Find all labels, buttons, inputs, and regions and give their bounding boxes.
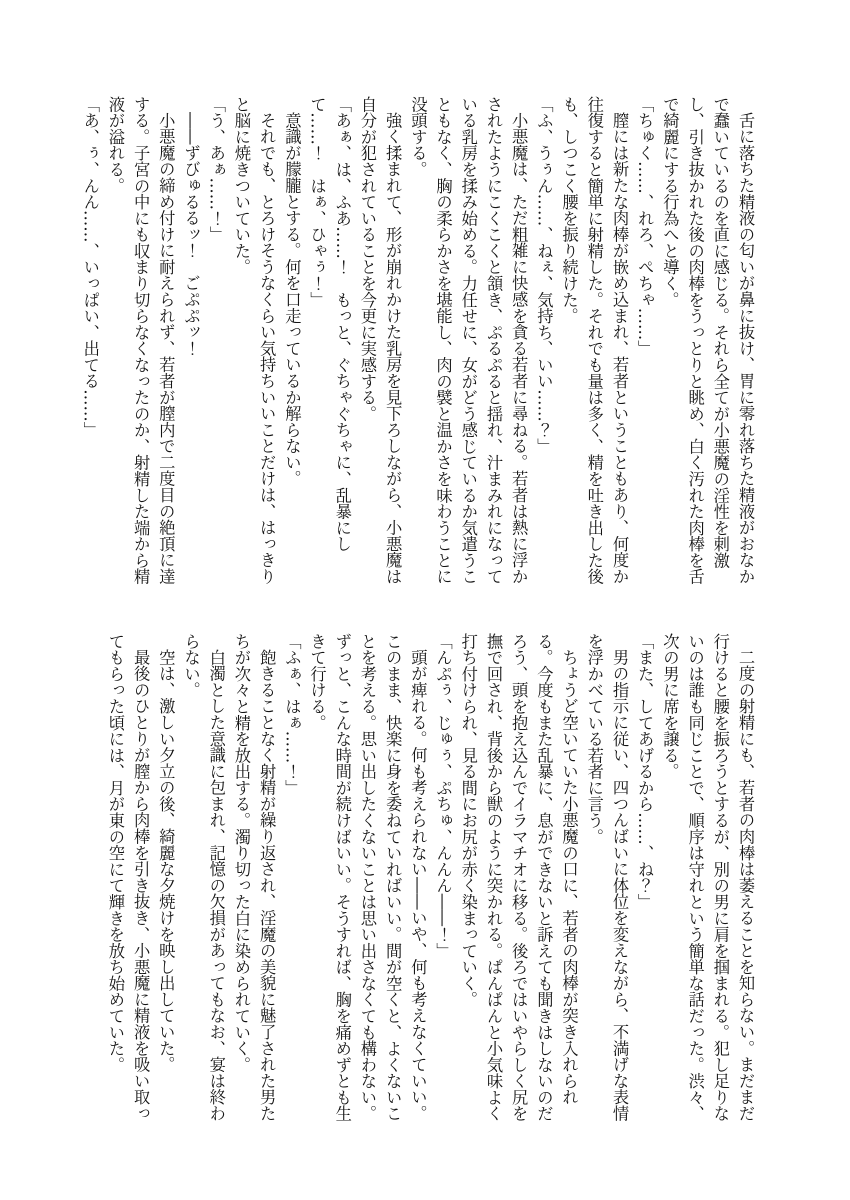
paragraph: 空は、激しい夕立の後、綺麗な夕焼けを映し出していた。 xyxy=(156,649,176,1073)
paragraph: 白濁とした意識に包まれ、記憶の欠損があってもなお、宴は終わらない。 xyxy=(181,633,226,1122)
paragraph: 最後のひとりが膣から肉棒を引き抜き、小悪魔に精液を吸い取ってもらった頃には、月が東の空にて輝きを放ち始めていた。 xyxy=(105,633,151,1122)
paragraph: 「ふぁ、はぁ……！」 xyxy=(282,633,302,796)
paragraph: 「んぷぅ、じゅぅ、ぷちゅ、んんん――！」 xyxy=(433,633,453,959)
paragraph: 小悪魔の締め付けに耐えられず、若者が膣内で二度目の絶頂に達する。子宮の中にも収まり切らなくなったのか、射精した端から精液が溢れる。 xyxy=(105,96,176,585)
paragraph: 強く揉まれて、形が崩れかけた乳房を見下ろしながら、小悪魔は自分が犯されていることを今更に実感する。 xyxy=(357,96,403,585)
text-block-bottom xyxy=(103,633,758,1123)
paragraph: 頭が痺れる。何も考えられない――いや、何も考えなくていい。このまま、快楽に身を委ねていればいい。間が空くと、よくないことを考える。思い出したくないことは思い出さなくても構わない。ずっと、こんな時間が続けばいい。そうすれば、胸を痛めずとも生きて行ける。 xyxy=(307,633,428,1122)
paragraph: 小悪魔は、ただ粗雑に快感を貪る若者に尋ねる。若者は熱に浮かされたようにこくこくと頷き、ぷるぷると揺れ、汁まみれになっている乳房を揉み始める。力任せに、女がどう感じているか気遣うこともなく、胸の柔らかさを堪能し、肉の襞と温かさを味わうことに没頭する。 xyxy=(408,96,529,585)
paragraph: 二度の射精にも、若者の肉棒は萎えることを知らない。まだまだ行けると腰を振ろうとするが、別の男に肩を掴まれる。犯し足りないのは誰も同じことで、順序は守れという簡単な話だった。渋々、次の男に席を譲る。 xyxy=(660,633,755,1122)
paragraph: 舌に落ちた精液の匂いが鼻に抜け、胃に零れ落ちた精液がおなかで蠢いているのを直に感じる。それら全てが小悪魔の淫性を刺激し、引き抜かれた後の肉棒をうっとりと眺め、白く汚れた肉棒を舌で綺麗にする行為へと導く。 xyxy=(660,96,755,585)
paragraph: 飽きることなく射精が繰り返され、淫魔の美貌に魅了された男たちが次々と精を放出する。濁り切った白に染められていく。 xyxy=(231,633,277,1122)
paragraph: 男の指示に従い、四つんばいに体位を変えながら、不満げな表情を浮かべている若者に言う。 xyxy=(584,633,629,1122)
paragraph: 「ちゅく……、れろ、ぺちゃ……」 xyxy=(635,96,655,357)
paragraph: 「う、あぁ……！」 xyxy=(206,96,226,243)
paragraph: 意識が朦朧とする。何を口走っているか解らない。 xyxy=(282,112,302,487)
text-block-top xyxy=(78,96,758,586)
paragraph: 「あ、ぅ、んん……、いっぱい、出てる……」 xyxy=(80,96,100,439)
paragraph: ちょうど空いていた小悪魔の口に、若者の肉棒が突き入れられる。今度もまた乱暴に、息ができないと訴えても聞きはしないのだろう、頭を抱え込んでイラマチオに移る。後ろではいやらしく尻を撫で回され、背後から獣のように突かれる。ぱんぱんと小気味よく打ち付けられ、見る間にお尻が赤く染まっていく。 xyxy=(458,633,579,1122)
paragraph: 「ふ、うぅん……、ねぇ、気持ち、いい……？」 xyxy=(534,96,554,455)
paragraph: 膣には新たな肉棒が嵌め込まれ、若者ということもあり、何度か往復すると簡単に射精した。それでも量は多く、精を吐き出した後も、しつこく腰を振り続けた。 xyxy=(559,96,629,585)
paragraph: 「あぁ、は、ふあ……！ もっと、ぐちゃぐちゃに、乱暴にして……！ はぁ、ひゃぅ！」 xyxy=(307,96,352,553)
paragraph: ――ずびゅるるッ！ ごぷぷッ！ xyxy=(181,112,201,357)
paragraph: 「また、してあげるから……、ね？」 xyxy=(635,633,655,910)
paragraph: それでも、とろけそうなくらい気持ちいいことだけは、はっきりと脳に焼きついていた。 xyxy=(231,96,277,585)
